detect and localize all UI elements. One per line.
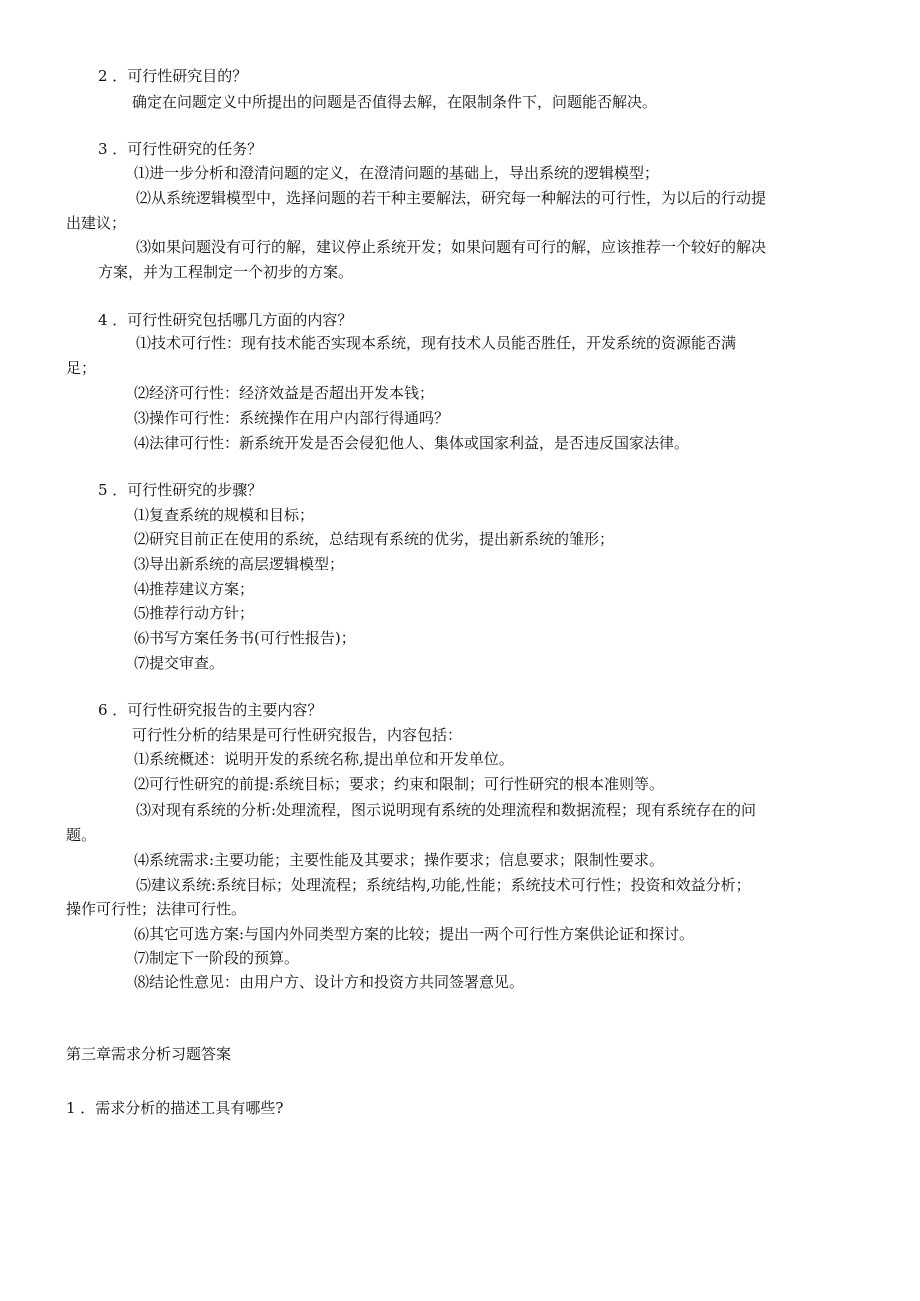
question-6-item: ⑶对现有系统的分析:处理流程，图示说明现有系统的处理流程和数据流程；现有系统存在的问 xyxy=(136,801,757,819)
question-6-item: ⑸建议系统:系统目标；处理流程；系统结构,功能,性能；系统技术可行性；投资和效益分析； xyxy=(136,876,751,894)
question-6-item-continued: 操作可行性；法律可行性。 xyxy=(66,900,247,918)
question-6-item-continued: 题。 xyxy=(66,826,97,844)
question-4-item: ⑷法律可行性：新系统开发是否会侵犯他人、集体或国家利益，是否违反国家法律。 xyxy=(134,434,690,452)
question-6-item: ⑴系统概述：说明开发的系统名称,提出单位和开发单位。 xyxy=(134,750,514,768)
question-6-intro: 可行性分析的结果是可行性研究报告，内容包括： xyxy=(132,726,463,744)
question-5-item: ⑶导出新系统的高层逻辑模型； xyxy=(134,555,345,573)
question-3-item: ⑶如果问题没有可行的解，建议停止系统开发；如果问题有可行的解，应该推荐一个较好的解决 xyxy=(136,238,767,256)
question-3-item: ⑵从系统逻辑模型中，选择问题的若干种主要解法，研究每一种解法的可行性，为以后的行动提 xyxy=(136,189,767,207)
question-3-item-continued: 方案，并为工程制定一个初步的方案。 xyxy=(98,263,354,281)
question-4-title: 4 ．可行性研究包括哪几方面的内容？ xyxy=(98,311,353,329)
question-2-answer: 确定在问题定义中所提出的问题是否值得去解，在限制条件下，问题能否解决。 xyxy=(132,93,658,111)
question-3-item: ⑴进一步分析和澄清问题的定义，在澄清问题的基础上，导出系统的逻辑模型； xyxy=(134,164,660,182)
question-4-item-continued: 足； xyxy=(66,359,97,377)
question-5-title: 5 ．可行性研究的步骤？ xyxy=(98,481,263,499)
question-3-item-continued: 出建议； xyxy=(66,214,127,232)
question-6-item: ⑵可行性研究的前提:系统目标；要求；约束和限制；可行性研究的根本准则等。 xyxy=(134,775,665,793)
question-4-item: ⑵经济可行性：经济效益是否超出开发本钱； xyxy=(134,384,435,402)
question-5-item: ⑺提交审查。 xyxy=(134,654,225,672)
question-6-item: ⑷系统需求:主要功能；主要性能及其要求；操作要求；信息要求；限制性要求。 xyxy=(134,851,665,869)
question-5-item: ⑴复查系统的规模和目标； xyxy=(134,506,315,524)
question-5-item: ⑸推荐行动方针； xyxy=(134,604,255,622)
question-3-title: 3 ．可行性研究的任务？ xyxy=(98,140,263,158)
question-5-item: ⑵研究目前正在使用的系统，总结现有系统的优劣，提出新系统的雏形； xyxy=(134,530,615,548)
question-6-item: ⑹其它可选方案:与国内外同类型方案的比较；提出一两个可行性方案供论证和探讨。 xyxy=(134,925,695,943)
question-6-item: ⑻结论性意见：由用户方、设计方和投资方共同签署意见。 xyxy=(134,973,525,991)
question-6-item: ⑺制定下一阶段的预算。 xyxy=(134,949,300,967)
question-5-item: ⑷推荐建议方案； xyxy=(134,580,255,598)
chapter-heading: 第三章需求分析习题答案 xyxy=(66,1045,232,1063)
question-4-item: ⑶操作可行性：系统操作在用户内部行得通吗？ xyxy=(134,409,450,427)
question-2-title: 2 ．可行性研究目的？ xyxy=(98,67,248,85)
question-5-item: ⑹书写方案任务书(可行性报告)； xyxy=(134,629,356,647)
question-4-item: ⑴技术可行性：现有技术能否实现本系统，现有技术人员能否胜任，开发系统的资源能否满 xyxy=(136,334,737,352)
question-6-title: 6 ．可行性研究报告的主要内容？ xyxy=(98,701,323,719)
chapter-question-1: 1 ．需求分析的描述工具有哪些? xyxy=(66,1099,284,1117)
